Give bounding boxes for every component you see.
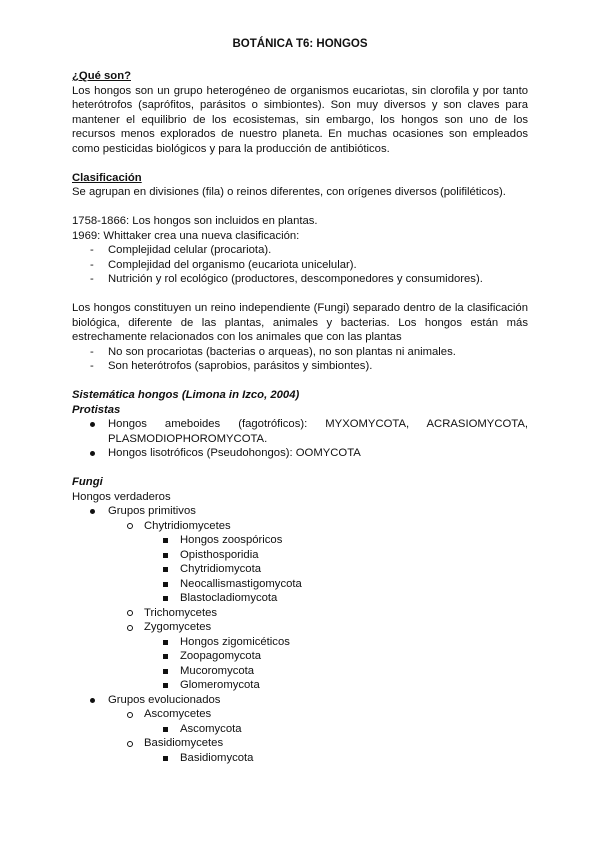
list-item: Zygomycetes bbox=[72, 620, 528, 635]
list-item: Basidiomycetes bbox=[72, 736, 528, 751]
history-line-2: 1969: Whittaker crea una nueva clasificación: bbox=[72, 229, 300, 242]
list-item: Ascomycota bbox=[72, 722, 528, 737]
fungi-points-list bbox=[72, 345, 528, 374]
square-bullet-icon bbox=[163, 654, 168, 659]
page-title: BOTÁNICA T6: HONGOS bbox=[232, 38, 368, 50]
bullet-icon bbox=[90, 698, 95, 703]
list-item bbox=[72, 446, 528, 461]
square-bullet-icon bbox=[163, 756, 168, 761]
protistas-label: Protistas bbox=[72, 403, 121, 416]
list-item: - Complejidad del organismo (eucariota unicelular). bbox=[72, 258, 528, 273]
list-item: - Complejidad celular (procariota). bbox=[72, 243, 528, 258]
square-bullet-icon bbox=[163, 567, 168, 572]
protistas-item-2: Hongos lisotróficos (Pseudohongos): OOMYCOTA bbox=[108, 447, 361, 459]
list-item: Grupos evolucionados bbox=[72, 693, 528, 708]
history-line-1: 1758-1866: Los hongos son incluidos en plantas. bbox=[72, 215, 318, 227]
list-item: Zoopagomycota bbox=[72, 649, 528, 664]
fungi-label: Fungi bbox=[72, 476, 103, 488]
square-bullet-icon bbox=[163, 553, 168, 558]
protistas-item-1: Hongos ameboides (fagotróficos): MYXOMYCOTA, ACRASIOMYCOTA, PLASMODIOPHOROMYCOTA. bbox=[108, 418, 528, 445]
criteria-list bbox=[72, 243, 528, 287]
square-bullet-icon bbox=[163, 640, 168, 645]
list-item: - Nutrición y rol ecológico (productores, descomponedores y consumidores). bbox=[72, 272, 528, 287]
list-item: Hongos zigomicéticos bbox=[72, 635, 528, 650]
circle-bullet-icon bbox=[127, 741, 133, 747]
list-item: Mucoromycota bbox=[72, 664, 528, 679]
circle-bullet-icon bbox=[127, 523, 133, 529]
list-item: Trichomycetes bbox=[72, 606, 528, 621]
square-bullet-icon bbox=[163, 538, 168, 543]
fungi-sub-label: Hongos verdaderos bbox=[72, 490, 171, 503]
que-son-paragraph: Los hongos son un grupo heterogéneo de organismos eucariotas, sin clorofila y por tanto heterótrofos (saprófitos, parásitos o simbiontes). Son muy diversos y son claves para mantener el equilibrio de los ecosistemas, sin embargo, los hongos son uno de los recursos menos explorados de nuestro planeta. En muchas ocasiones son empleados como pesticidas biológicos y para la producción de antibióticos. bbox=[72, 84, 528, 155]
square-bullet-icon bbox=[163, 582, 168, 587]
list-item: Blastocladiomycota bbox=[72, 591, 528, 606]
list-item: Hongos zoospóricos bbox=[72, 533, 528, 548]
square-bullet-icon bbox=[163, 683, 168, 688]
clasificacion-intro: Se agrupan en divisiones (fila) o reinos diferentes, con orígenes diversos (polifiléticos). bbox=[72, 186, 506, 198]
square-bullet-icon bbox=[163, 596, 168, 601]
circle-bullet-icon bbox=[127, 610, 133, 616]
section-heading-sistematica: Sistemática hongos (Limona in Izco, 2004) bbox=[72, 389, 300, 401]
circle-bullet-icon bbox=[127, 712, 133, 718]
document-page bbox=[72, 38, 528, 765]
list-item: Glomeromycota bbox=[72, 678, 528, 693]
circle-bullet-icon bbox=[127, 625, 133, 631]
list-item: Neocallismastigomycota bbox=[72, 577, 528, 592]
square-bullet-icon bbox=[163, 727, 168, 732]
section-heading-que-son: ¿Qué son? bbox=[72, 70, 131, 82]
fungi-kingdom-paragraph: Los hongos constituyen un reino independiente (Fungi) separado dentro de la clasificación biológica, diferente de las plantas, animales y bacterias. Los hongos están más estrechamente relacionados con los animales que con las plantas bbox=[72, 302, 528, 343]
list-item: Chytridiomycota bbox=[72, 562, 528, 577]
bullet-icon bbox=[90, 422, 95, 427]
list-item bbox=[72, 417, 528, 446]
list-item: Ascomycetes bbox=[72, 707, 528, 722]
bullet-icon bbox=[90, 451, 95, 456]
section-heading-clasificacion: Clasificación bbox=[72, 171, 142, 184]
list-item: - Son heterótrofos (saprobios, parásitos y simbiontes). bbox=[72, 359, 528, 374]
list-item: Grupos primitivos bbox=[72, 504, 528, 519]
list-item: Basidiomycota bbox=[72, 751, 528, 766]
list-item: Chytridiomycetes bbox=[72, 519, 528, 534]
list-item: - No son procariotas (bacterias o arqueas), no son plantas ni animales. bbox=[72, 345, 528, 360]
square-bullet-icon bbox=[163, 669, 168, 674]
list-item: Opisthosporidia bbox=[72, 548, 528, 563]
bullet-icon bbox=[90, 509, 95, 514]
